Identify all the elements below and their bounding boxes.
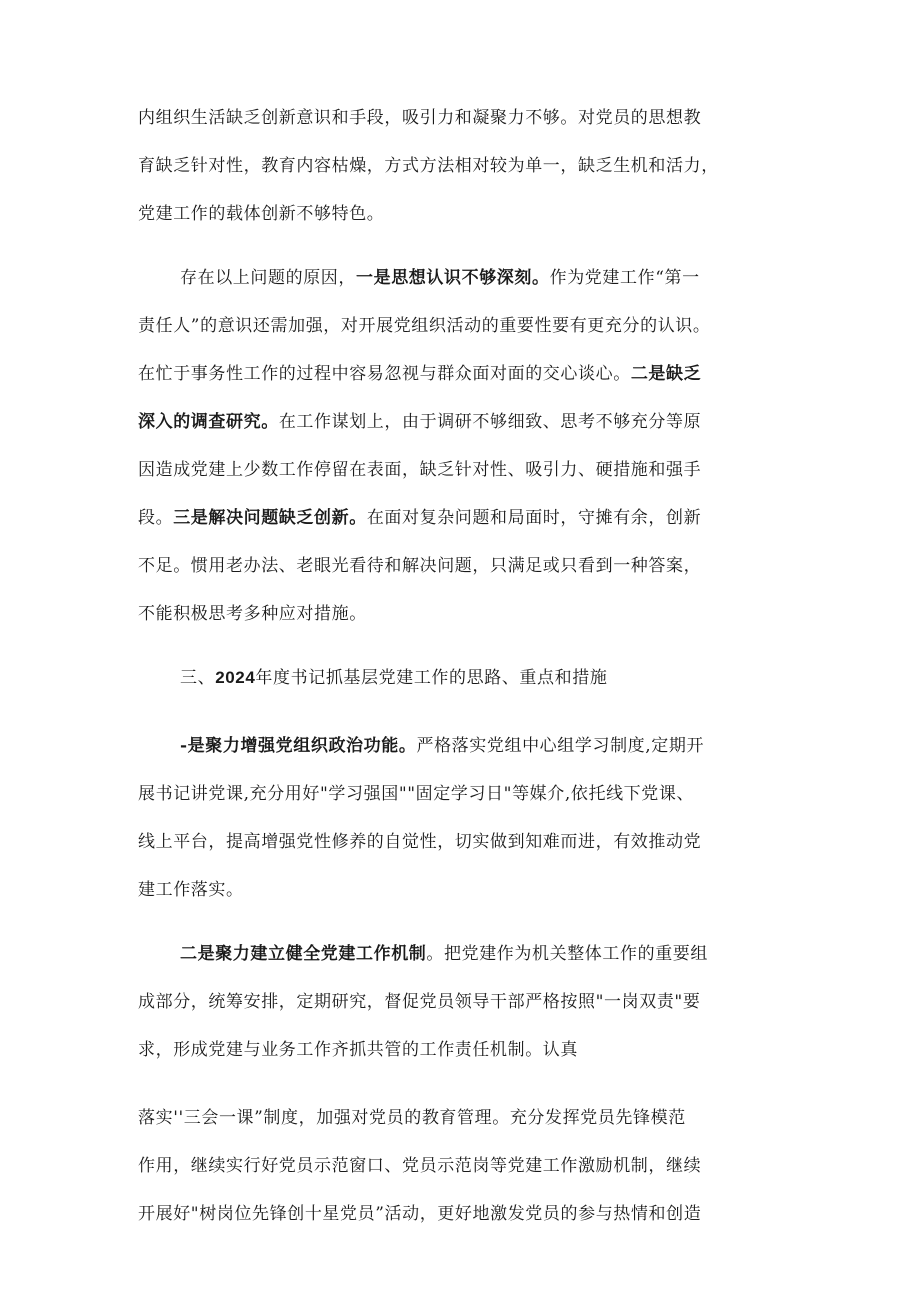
text-line xyxy=(138,1040,578,1060)
bold-text: 二是聚力建立健全党建工作机制 xyxy=(180,944,427,964)
text-segment: 育缺乏针对性，教育内容枯燥，方式方法相对较为单一，缺乏生机和活力， xyxy=(138,156,719,176)
text-line xyxy=(138,880,244,900)
text-line xyxy=(180,944,708,964)
text-line xyxy=(138,364,701,384)
text-line xyxy=(138,412,701,432)
text-line xyxy=(138,556,701,576)
text-line xyxy=(138,156,719,176)
text-line xyxy=(138,204,384,224)
text-segment: 严格落实党组中心组学习制度,定期开 xyxy=(416,736,705,756)
text-segment: 党建工作的载体创新不够特色。 xyxy=(138,204,385,224)
text-segment: 展书记讲党课,充分用好"学习强国""固定学习日"等媒介,依托线下党课、 xyxy=(138,784,695,804)
text-line xyxy=(138,1204,701,1224)
text-segment: 内组织生活缺乏创新意识和手段，吸引力和凝聚力不够。对党员的思想教 xyxy=(138,108,702,128)
text-line xyxy=(138,992,700,1012)
bold-text: 深入的调查研究。 xyxy=(138,412,279,432)
text-segment: 落实''三会一课”制度，加强对党员的教育管理。充分发挥党员先锋模范 xyxy=(138,1108,686,1128)
bold-text: -是聚力增强党组织政治功能。 xyxy=(180,736,417,756)
text-segment: 存在以上问题的原因， xyxy=(180,268,356,288)
text-line xyxy=(138,316,711,336)
text-segment: 段。 xyxy=(138,508,174,528)
text-segment: 线上平台，提高增强党性修养的自觉性，切实做到知难而进，有效推动党 xyxy=(138,832,702,852)
text-segment: 年度书记抓基层党建工作的思路、重点和措施 xyxy=(255,668,608,688)
text-segment: 三、 xyxy=(180,668,216,688)
bold-text: 一是思想认识不够深刻。 xyxy=(356,268,550,288)
text-line xyxy=(180,268,700,288)
text-line xyxy=(138,460,701,480)
text-segment: 不足。惯用老办法、老眼光看待和解决问题，只满足或只看到一种答案， xyxy=(138,556,702,576)
text-segment: 因造成党建上少数工作停留在表面，缺乏针对性、吸引力、硬措施和强手 xyxy=(138,460,702,480)
text-line xyxy=(138,108,701,128)
bold-text: 二是缺乏 xyxy=(630,364,702,384)
text-line xyxy=(180,736,704,756)
text-line xyxy=(138,1108,686,1128)
text-line xyxy=(138,832,701,852)
year-number: 2024 xyxy=(215,668,256,687)
text-segment: 在忙于事务性工作的过程中容易忽视与群众面对面的交心谈心。 xyxy=(138,364,631,384)
text-line xyxy=(138,784,694,804)
text-segment: 在面对复杂问题和局面时，守摊有余，创新 xyxy=(366,508,702,528)
text-segment: 作用，继续实行好党员示范窗口、党员示范岗等党建工作激励机制，继续 xyxy=(138,1156,702,1176)
text-segment: 在工作谋划上，由于调研不够细致、思考不够充分等原 xyxy=(278,412,702,432)
text-segment: 责任人”的意识还需加强，对开展党组织活动的重要性要有更充分的认识。 xyxy=(138,316,711,336)
text-segment: 开展好"树岗位先锋创十星党员”活动，更好地激发党员的参与热情和创造 xyxy=(138,1204,702,1224)
text-line xyxy=(138,1156,701,1176)
text-segment: 建工作落实。 xyxy=(138,880,244,900)
text-line xyxy=(138,604,367,624)
text-segment: 成部分，统筹安排，定期研究，督促党员领导干部严格按照"一岗双责"要 xyxy=(138,992,701,1012)
text-line xyxy=(138,508,701,528)
text-segment: 。把党建作为机关整体工作的重要组 xyxy=(426,944,709,964)
text-segment: 作为党建工作“第一 xyxy=(549,268,700,288)
text-line xyxy=(180,668,607,688)
text-segment: 求，形成党建与业务工作齐抓共管的工作责任机制。认真 xyxy=(138,1040,578,1060)
text-segment: 不能积极思考多种应对措施。 xyxy=(138,604,367,624)
bold-text: 三是解决问题缺乏创新。 xyxy=(173,508,367,528)
